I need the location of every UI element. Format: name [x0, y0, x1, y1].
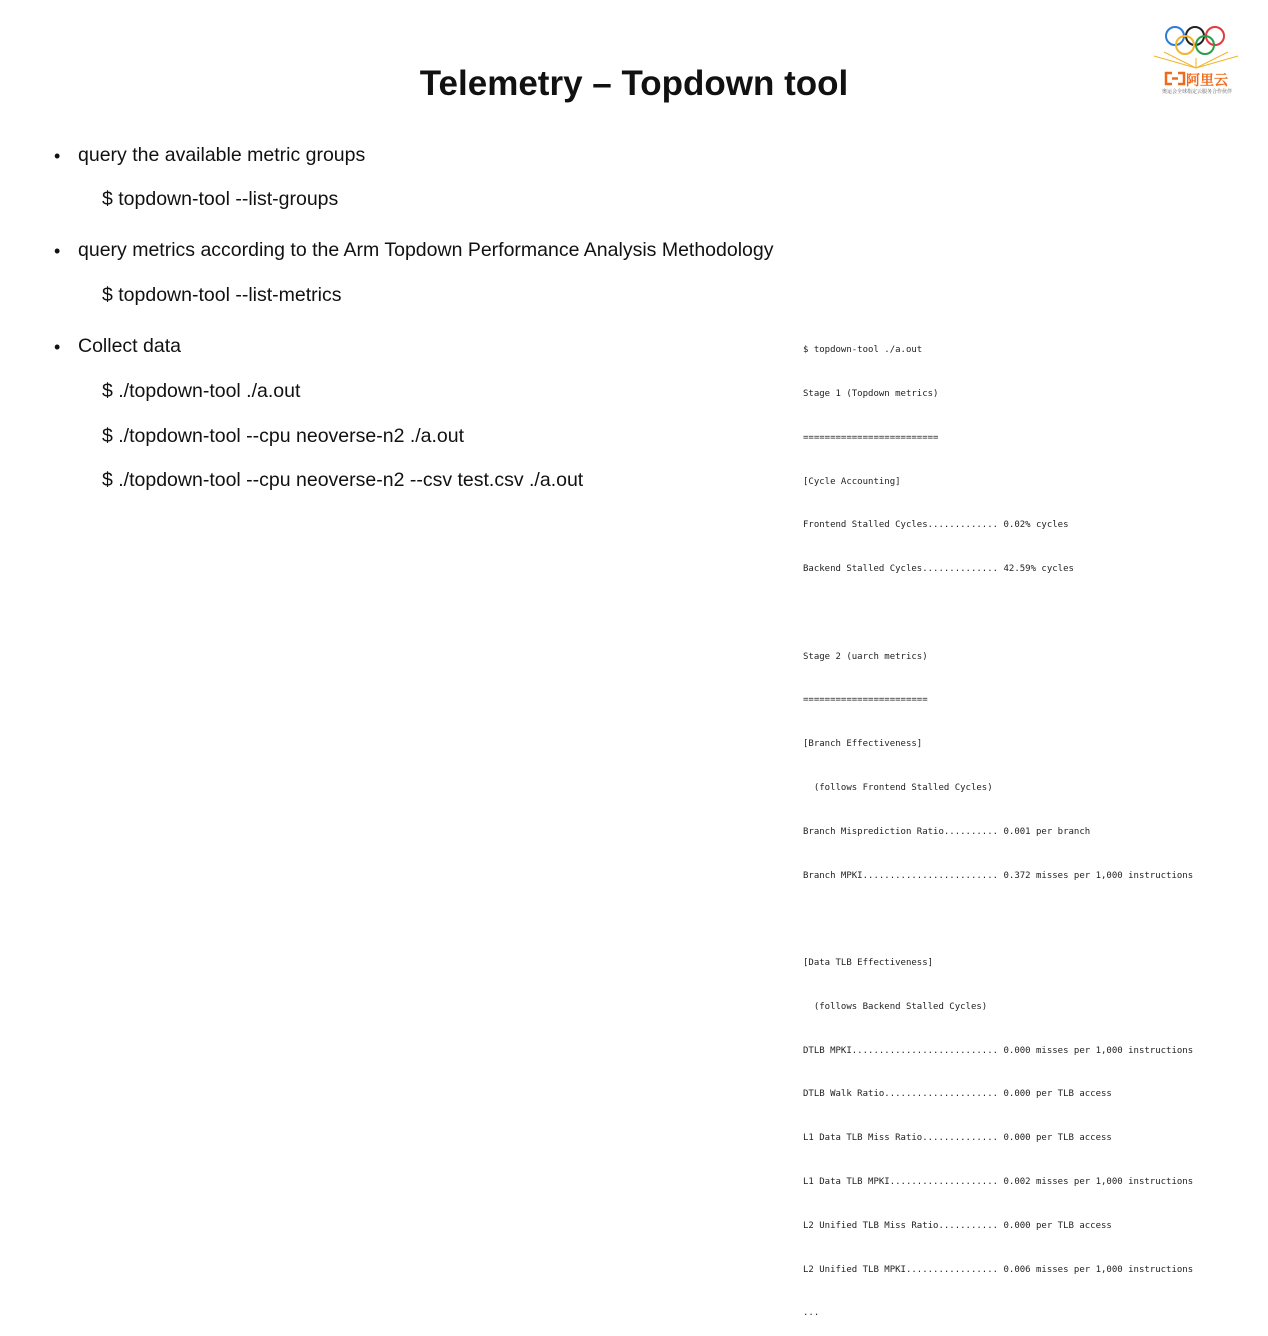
terminal-line: Branch Misprediction Ratio.......... 0.001 per branch: [803, 826, 1091, 837]
bullet-dot-icon: •: [54, 146, 61, 166]
terminal-line: DTLB Walk Ratio..................... 0.000 per TLB access: [803, 1089, 1112, 1100]
terminal-line: Frontend Stalled Cycles............. 0.02% cycles: [803, 520, 1069, 531]
command-line: $ ./topdown-tool --cpu neoverse-n2 --csv test.csv ./a.out: [102, 469, 584, 491]
terminal-line: =======================: [803, 695, 928, 706]
brand-slogan: 奥运会全球指定云服务合作伙伴: [1162, 89, 1233, 95]
command-line: $ topdown-tool --list-metrics: [102, 284, 342, 306]
bullet-item: query the available metric groups: [78, 144, 366, 166]
terminal-line: (follows Backend Stalled Cycles): [803, 1001, 988, 1012]
bullet-dot-icon: •: [54, 241, 61, 261]
terminal-line: Stage 2 (uarch metrics): [803, 651, 928, 662]
terminal-line: [Cycle Accounting]: [803, 476, 901, 487]
terminal-line: Stage 1 (Topdown metrics): [803, 388, 939, 399]
terminal-line: L1 Data TLB Miss Ratio.............. 0.000 per TLB access: [803, 1133, 1112, 1144]
terminal-line: [Data TLB Effectiveness]: [803, 958, 934, 969]
rays-icon: [1154, 52, 1238, 68]
bullet-item: Collect data: [78, 335, 181, 357]
command-line: $ ./topdown-tool ./a.out: [102, 380, 301, 402]
aliyun-mark-icon: [1166, 73, 1184, 84]
bullet-dot-icon: •: [54, 337, 61, 357]
terminal-line: =========================: [803, 432, 939, 443]
slide-title: Telemetry – Topdown tool: [419, 64, 849, 103]
terminal-line: [803, 912, 1193, 927]
terminal-line: $ topdown-tool ./a.out: [803, 345, 923, 356]
bullet-item: query metrics according to the Arm Topdown Performance Analysis Methodology: [78, 239, 774, 261]
terminal-line: [Branch Effectiveness]: [803, 739, 923, 750]
terminal-line: L2 Unified TLB Miss Ratio........... 0.000 per TLB access: [803, 1220, 1112, 1231]
terminal-output: [803, 314, 1193, 1336]
terminal-line: DTLB MPKI........................... 0.000 misses per 1,000 instructions: [803, 1045, 1194, 1056]
terminal-line: ...: [803, 1308, 820, 1319]
terminal-line: [803, 606, 1193, 621]
terminal-line: L1 Data TLB MPKI.................... 0.002 misses per 1,000 instructions: [803, 1177, 1194, 1188]
terminal-line: Branch MPKI......................... 0.372 misses per 1,000 instructions: [803, 870, 1194, 881]
terminal-line: L2 Unified TLB MPKI................. 0.006 misses per 1,000 instructions: [803, 1264, 1194, 1275]
command-line: $ ./topdown-tool --cpu neoverse-n2 ./a.out: [102, 425, 465, 447]
terminal-line: Backend Stalled Cycles.............. 42.59% cycles: [803, 564, 1074, 575]
command-line: $ topdown-tool --list-groups: [102, 188, 339, 210]
brand-name: 阿里云: [1186, 73, 1228, 89]
terminal-line: (follows Frontend Stalled Cycles): [803, 783, 993, 793]
